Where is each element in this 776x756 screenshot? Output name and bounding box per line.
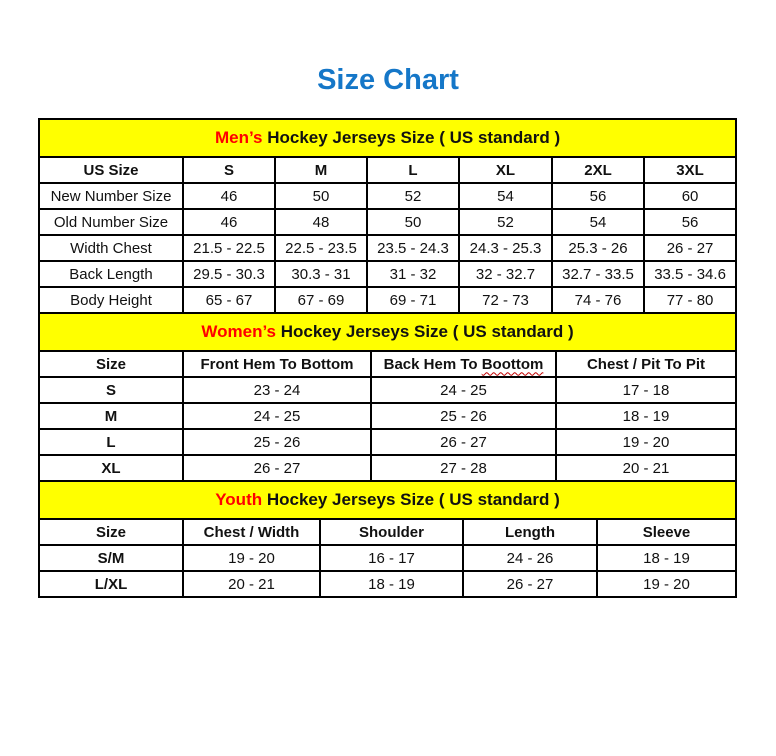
cell-value: 54 [552,209,644,235]
mens-section-banner [39,119,736,157]
cell-value: 72 - 73 [459,287,552,313]
column-header: Front Hem To Bottom [183,351,371,377]
row-label: Back Length [39,261,183,287]
column-header: 3XL [644,157,736,183]
cell-value: 46 [183,183,275,209]
table-row [39,545,736,571]
mens-size-table [38,118,737,314]
cell-value: 25 - 26 [183,429,371,455]
table-row [39,429,736,455]
row-label: XL [39,455,183,481]
table-row [39,377,736,403]
column-header: XL [459,157,552,183]
column-header: US Size [39,157,183,183]
table-row [39,235,736,261]
cell-value: 52 [459,209,552,235]
cell-value: 27 - 28 [371,455,556,481]
column-header: Chest / Pit To Pit [556,351,736,377]
youth-section-banner [39,481,736,519]
youth-size-table [38,480,737,598]
cell-value: 77 - 80 [644,287,736,313]
cell-value: 26 - 27 [644,235,736,261]
cell-value: 32 - 32.7 [459,261,552,287]
column-header: S [183,157,275,183]
cell-value: 26 - 27 [183,455,371,481]
page-title: Size Chart [317,64,459,96]
cell-value: 23 - 24 [183,377,371,403]
banner-text: Hockey Jerseys Size ( US standard ) [262,128,561,147]
column-header: L [367,157,459,183]
cell-value: 32.7 - 33.5 [552,261,644,287]
cell-value: 23.5 - 24.3 [367,235,459,261]
cell-value: 18 - 19 [597,545,736,571]
table-row [39,571,736,597]
banner-text: Hockey Jerseys Size ( US standard ) [276,322,574,341]
cell-value: 54 [459,183,552,209]
youth-banner-row [39,481,736,519]
cell-value: 19 - 20 [183,545,320,571]
womens-section-banner [39,313,736,351]
row-label: Width Chest [39,235,183,261]
cell-value: 16 - 17 [320,545,463,571]
banner-text: Hockey Jerseys Size ( US standard ) [262,490,560,509]
cell-value: 33.5 - 34.6 [644,261,736,287]
column-header: Chest / Width [183,519,320,545]
cell-value: 21.5 - 22.5 [183,235,275,261]
table-row [39,209,736,235]
cell-value: 25 - 26 [371,403,556,429]
cell-value: 74 - 76 [552,287,644,313]
column-header: M [275,157,367,183]
table-row [39,261,736,287]
column-header: Size [39,351,183,377]
womens-header-row [39,351,736,377]
row-label: Body Height [39,287,183,313]
cell-value: 50 [275,183,367,209]
cell-value: 26 - 27 [371,429,556,455]
column-header: Length [463,519,597,545]
cell-value: 25.3 - 26 [552,235,644,261]
cell-value: 65 - 67 [183,287,275,313]
table-row [39,403,736,429]
cell-value: 19 - 20 [556,429,736,455]
cell-value: 24 - 25 [183,403,371,429]
cell-value: 19 - 20 [597,571,736,597]
banner-highlight: Youth [215,490,263,509]
row-label: New Number Size [39,183,183,209]
cell-value: 67 - 69 [275,287,367,313]
banner-highlight: Women’s [201,322,276,341]
row-label: L [39,429,183,455]
cell-value: 56 [552,183,644,209]
row-label: M [39,403,183,429]
column-header: Shoulder [320,519,463,545]
column-header: 2XL [552,157,644,183]
cell-value: 18 - 19 [556,403,736,429]
row-label: S [39,377,183,403]
cell-value: 60 [644,183,736,209]
cell-value: 20 - 21 [183,571,320,597]
banner-highlight: Men’s [214,128,263,147]
column-header: Back Hem To Boottom [371,351,556,377]
column-header: Size [39,519,183,545]
mens-banner-row [39,119,736,157]
cell-value: 24 - 26 [463,545,597,571]
cell-value: 22.5 - 23.5 [275,235,367,261]
size-tables-container [38,118,735,598]
cell-value: 30.3 - 31 [275,261,367,287]
cell-value: 29.5 - 30.3 [183,261,275,287]
table-row [39,455,736,481]
size-chart-page [0,64,776,756]
row-label: S/M [39,545,183,571]
table-row [39,183,736,209]
cell-value: 18 - 19 [320,571,463,597]
row-label: Old Number Size [39,209,183,235]
cell-value: 17 - 18 [556,377,736,403]
cell-value: 46 [183,209,275,235]
cell-value: 20 - 21 [556,455,736,481]
cell-value: 31 - 32 [367,261,459,287]
cell-value: 52 [367,183,459,209]
row-label: L/XL [39,571,183,597]
misspelled-word: Boottom [481,355,544,373]
column-header: Sleeve [597,519,736,545]
youth-header-row [39,519,736,545]
womens-banner-row [39,313,736,351]
table-row [39,287,736,313]
cell-value: 24.3 - 25.3 [459,235,552,261]
cell-value: 48 [275,209,367,235]
mens-header-row [39,157,736,183]
womens-size-table [38,312,737,482]
cell-value: 26 - 27 [463,571,597,597]
cell-value: 24 - 25 [371,377,556,403]
cell-value: 50 [367,209,459,235]
cell-value: 56 [644,209,736,235]
cell-value: 69 - 71 [367,287,459,313]
